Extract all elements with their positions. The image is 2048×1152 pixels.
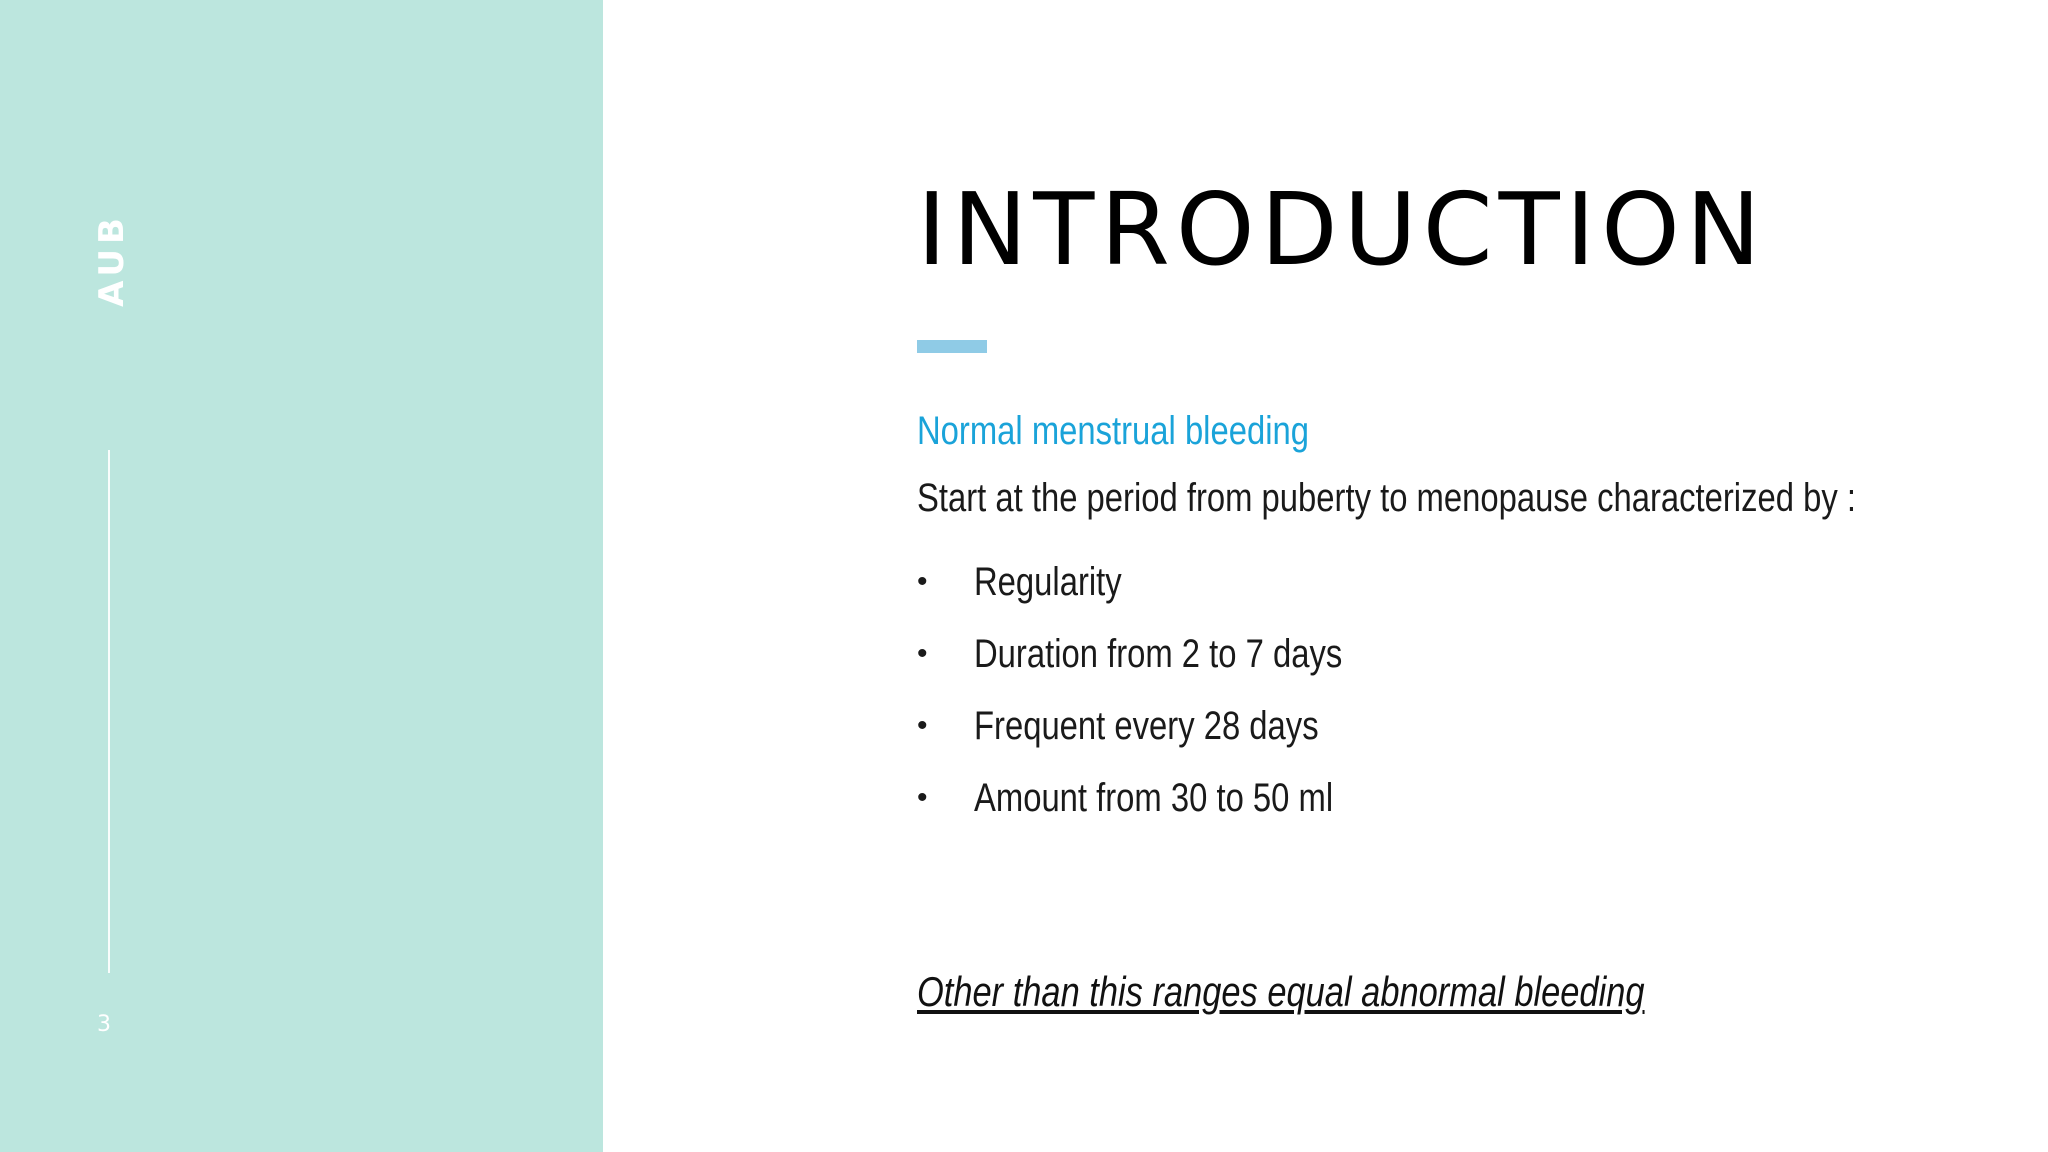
subheading: Normal menstrual bleeding: [917, 409, 1309, 453]
side-panel: [0, 0, 603, 1152]
side-divider: [108, 450, 110, 973]
bullet-icon: •: [917, 565, 928, 598]
bullet-item: [917, 762, 1917, 834]
slide-content: [917, 406, 1917, 834]
bullet-text: Frequent every 28 days: [974, 703, 1319, 748]
bullet-icon: •: [917, 637, 928, 670]
bullet-icon: •: [917, 781, 928, 814]
bullet-item: [917, 546, 1917, 618]
title-accent-bar: [917, 340, 987, 353]
bullet-item: [917, 618, 1917, 690]
bullet-icon: •: [917, 709, 928, 742]
closing-note: Other than this ranges equal abnormal bleeding: [917, 968, 1645, 1015]
intro-text: Start at the period from puberty to menopause characterized by :: [917, 476, 1856, 520]
bullet-text: Duration from 2 to 7 days: [974, 631, 1343, 676]
section-label: AUB: [92, 213, 132, 307]
page-number: 3: [97, 1012, 111, 1037]
bullet-text: Regularity: [974, 559, 1122, 604]
bullet-text: Amount from 30 to 50 ml: [974, 775, 1334, 820]
slide-title: INTRODUCTION: [917, 171, 1767, 288]
bullet-item: [917, 690, 1917, 762]
bullet-list: [917, 546, 1917, 834]
